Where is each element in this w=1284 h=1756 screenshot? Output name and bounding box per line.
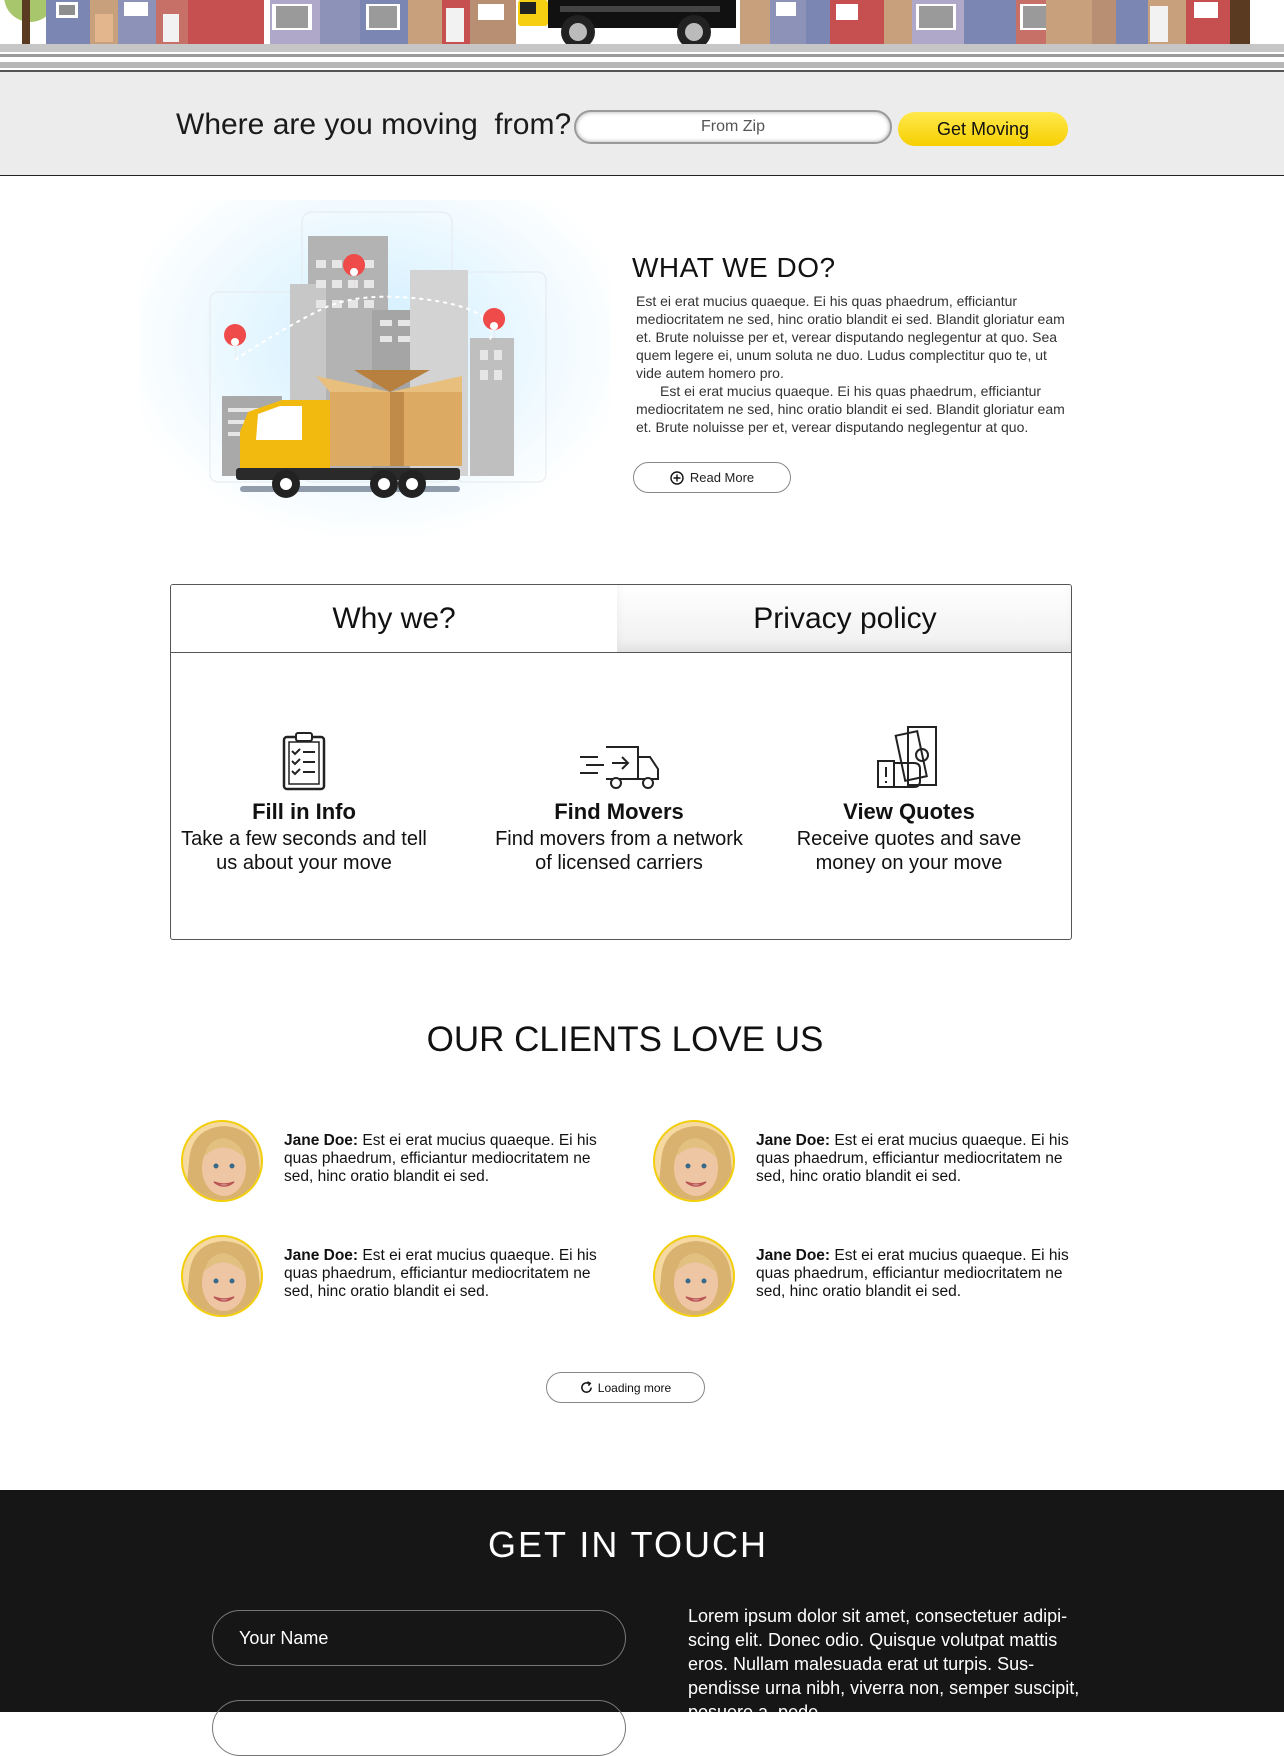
- avatar: [653, 1120, 735, 1202]
- feature-title: Fill in Info: [252, 799, 356, 824]
- read-more-button[interactable]: [633, 462, 791, 493]
- feature-view-quotes: [779, 715, 1039, 875]
- avatar: [181, 1120, 263, 1202]
- testimonial-text: [284, 1132, 604, 1186]
- testimonial-quote: Est ei erat mucius quaeque. Ei his quas phaedrum, efficiantur mediocritatem ne sed, hinc oratio blandit ei sed.: [284, 1132, 597, 1185]
- client-name: Jane Doe:: [756, 1247, 831, 1264]
- contact-input-2[interactable]: [212, 1700, 626, 1756]
- client-name: Jane Doe:: [284, 1132, 359, 1149]
- testimonial-text: [756, 1247, 1076, 1301]
- feature-find-movers: [489, 715, 749, 875]
- what-we-do-title: WHAT WE DO?: [632, 252, 836, 283]
- testimonial-quote: Est ei erat mucius quaeque. Ei his quas phaedrum, efficiantur mediocritatem ne sed, hinc oratio blandit ei sed.: [756, 1247, 1069, 1300]
- feature-description: Receive quotes and save money on your move: [796, 828, 1022, 874]
- testimonial-card: [653, 1235, 1083, 1321]
- loading-more-button[interactable]: [546, 1372, 705, 1403]
- loading-more-label: Loading more: [597, 1380, 672, 1395]
- contact-text: Lorem ipsum dolor sit amet, consectetuer adipi-scing elit. Donec odio. Quisque volutpat mattis eros. Nullam malesuada erat ut turpis. Sus-pendisse urna nibh, viverra non, semper suscipit, posuere a, pede.: [688, 1606, 1080, 1722]
- testimonial-text: [756, 1132, 1076, 1186]
- testimonial-card: [653, 1120, 1083, 1206]
- client-name: Jane Doe:: [756, 1132, 831, 1149]
- search-strip: [0, 72, 1284, 176]
- what-we-do-paragraph-1: Est ei erat mucius quaeque. Ei his quas phaedrum, efficiantur mediocritatem ne sed, hinc oratio blandit ei sed. Blandit gloriatur eam et. Brute noluisse per et, verear disputando neglegentur at quo. Sea quem legere ei, unum soluta ne duo. Ludus complectitur quo te, ut vide autem homero pro.: [636, 293, 1065, 381]
- get-moving-button[interactable]: Get Moving: [898, 112, 1068, 146]
- moving-from-question: Where are you moving from?: [176, 108, 572, 141]
- testimonial-card: [181, 1120, 611, 1206]
- feature-title: Find Movers: [554, 799, 684, 824]
- tabs-panel: [170, 584, 1072, 940]
- what-we-do-text: [636, 292, 1066, 436]
- client-name: Jane Doe:: [284, 1247, 359, 1264]
- get-in-touch-title: GET IN TOUCH: [487, 1524, 769, 1565]
- plus-circle-icon: [670, 471, 684, 485]
- testimonial-text: [284, 1247, 604, 1301]
- street-banner: [0, 0, 1284, 72]
- from-zip-input[interactable]: [574, 110, 892, 144]
- feature-title: View Quotes: [843, 799, 975, 824]
- avatar: [653, 1235, 735, 1317]
- your-name-input[interactable]: [212, 1610, 626, 1666]
- clients-title: OUR CLIENTS LOVE US: [426, 1020, 824, 1059]
- avatar: [181, 1235, 263, 1317]
- tab-why-we[interactable]: Why we?: [171, 585, 617, 653]
- testimonial-quote: Est ei erat mucius quaeque. Ei his quas phaedrum, efficiantur mediocritatem ne sed, hinc oratio blandit ei sed.: [756, 1132, 1069, 1185]
- contact-section: [0, 1490, 1284, 1722]
- read-more-label: Read More: [689, 470, 755, 485]
- money-hand-icon: [876, 725, 942, 791]
- refresh-icon: [580, 1381, 593, 1394]
- feature-fill-in-info: [174, 715, 434, 875]
- moving-truck-icon: [578, 743, 660, 791]
- clipboard-checklist-icon: [281, 731, 327, 791]
- feature-description: Find movers from a network of licensed carriers: [495, 828, 743, 874]
- testimonial-card: [181, 1235, 611, 1321]
- testimonial-quote: Est ei erat mucius quaeque. Ei his quas phaedrum, efficiantur mediocritatem ne sed, hinc oratio blandit ei sed.: [284, 1247, 597, 1300]
- what-we-do-paragraph-2: Est ei erat mucius quaeque. Ei his quas phaedrum, efficiantur mediocritatem ne sed, hinc oratio blandit ei sed. Blandit gloriatur eam et. Brute noluisse per et, verear disputando neglegentur at quo.: [636, 383, 1065, 435]
- street-illustration: [0, 0, 1284, 72]
- tab-privacy-policy[interactable]: Privacy policy: [617, 585, 1072, 653]
- truck-illustration: [518, 0, 736, 49]
- moving-city-illustration: [140, 200, 610, 560]
- feature-description: Take a few seconds and tell us about your move: [181, 828, 427, 874]
